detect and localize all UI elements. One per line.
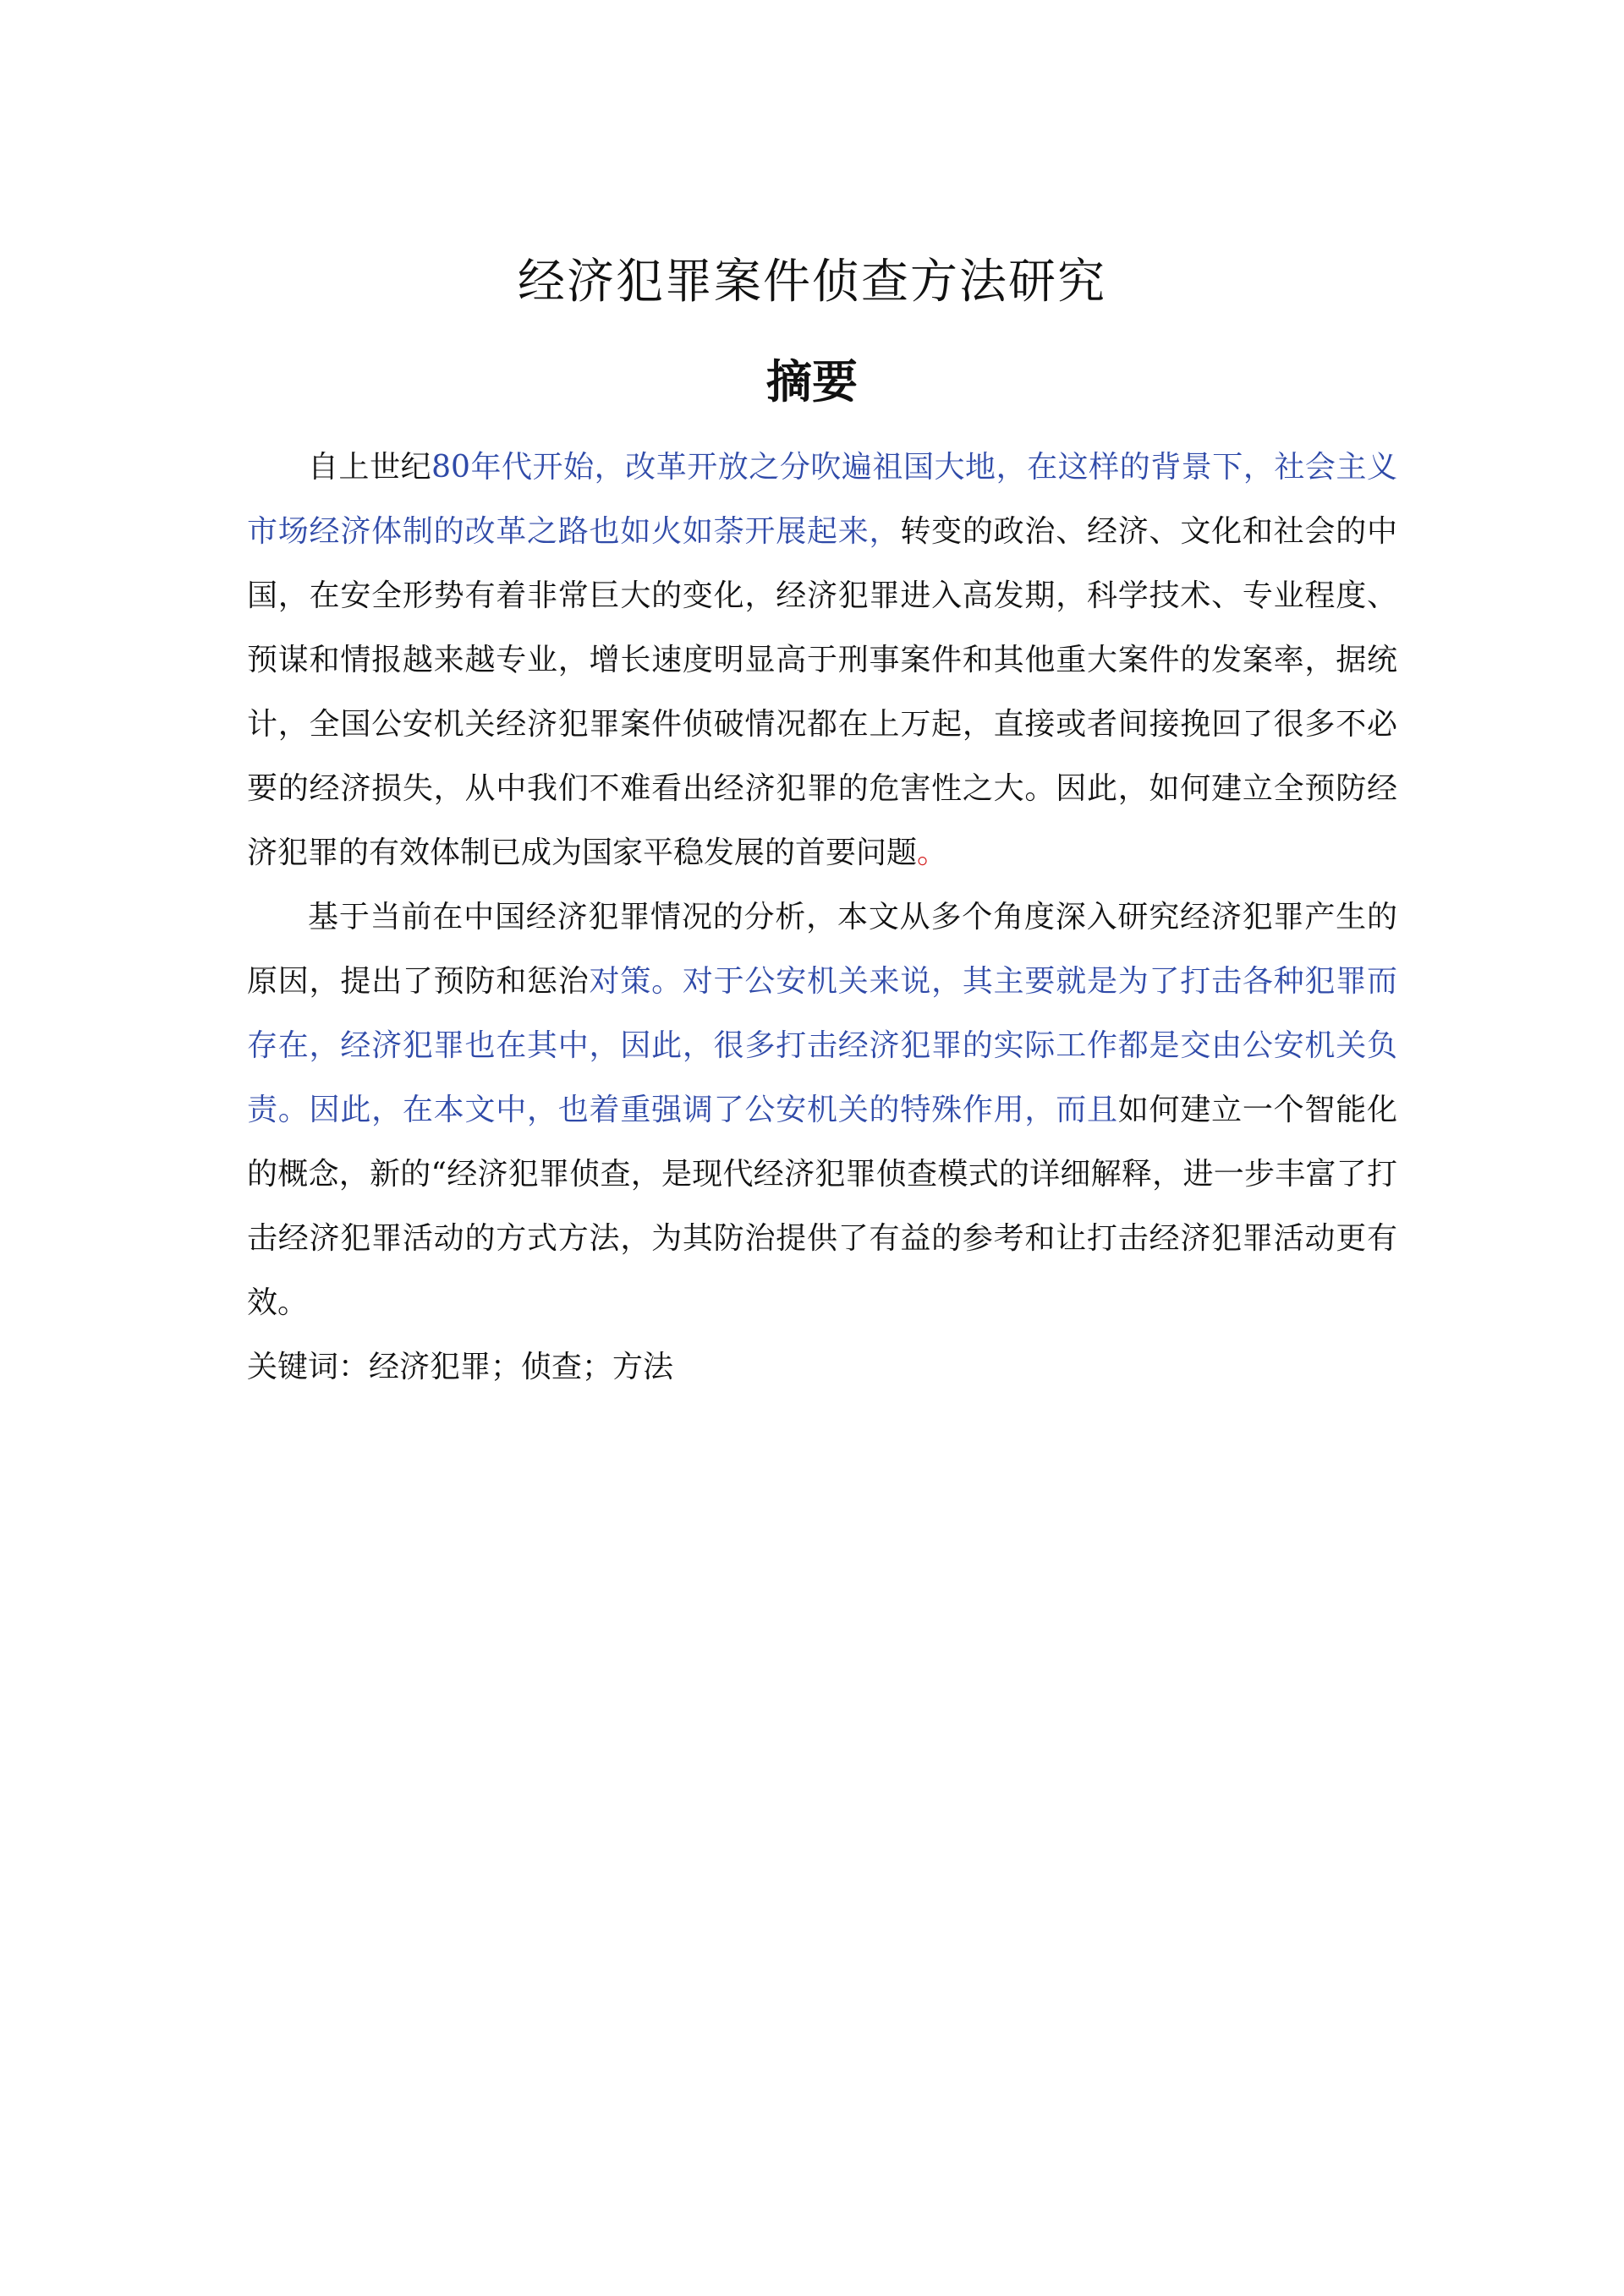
paragraph-2-text-b: 如何建立一个智能化的概念，新的“经济犯罪侦查，是现代经济犯罪侦查模式的详细解释，进一步丰富了打击经济犯罪活动的方式方法，为其防治提供了有益的参考和让打击经济犯罪活动更有效。	[247, 1093, 1397, 1320]
paragraph-2-highlighted-text: 对策。对于公安机关来说，其主要就是为了打击各种犯罪而存在，经济犯罪也在其中，因此，很多打击经济犯罪的实际工作都是交由公安机关负责。因此，在本文中，也着重强调了公安机关的特殊作用，而且	[247, 964, 1397, 1127]
abstract-body	[247, 436, 1397, 1400]
paragraph-2-text-a: 基于当前在中国经济犯罪情况的分析，本文从多个角度深入研究经济犯罪产生的原因，提出了预防和惩治	[247, 900, 1397, 999]
keywords-line: 关键词：经济犯罪；侦查；方法	[247, 1350, 674, 1384]
document-title: 经济犯罪案件侦查方法研究	[518, 255, 1106, 310]
abstract-paragraph-2	[247, 885, 1397, 1335]
paragraph-1-text-b: 转变的政治、经济、文化和社会的中国，在安全形势有着非常巨大的变化，经济犯罪进入高发期，科学技术、专业程度、预谋和情报越来越专业，增长速度明显高于刑事案件和其他重大案件的发案率，据统计，全国公安机关经济犯罪案件侦破情况都在上万起，直接或者间接挽回了很多不必要的经济损失，从中我们不难看出经济犯罪的危害性之大。因此，如何建立全预防经济犯罪的有效体制已成为国家平稳发展的首要问题	[247, 514, 1397, 870]
paragraph-1-red-mark: 。	[917, 836, 948, 870]
paragraph-1-text-a: 自上世纪	[308, 450, 432, 485]
abstract-paragraph-1	[247, 436, 1397, 885]
abstract-heading: 摘要	[766, 355, 858, 408]
paragraph-1-highlighted-text: 80年代开始，改革开放之分吹遍祖国大地，在这样的背景下，社会主义市场经济体制的改革之路也如火如荼开展起来，	[247, 450, 1397, 549]
